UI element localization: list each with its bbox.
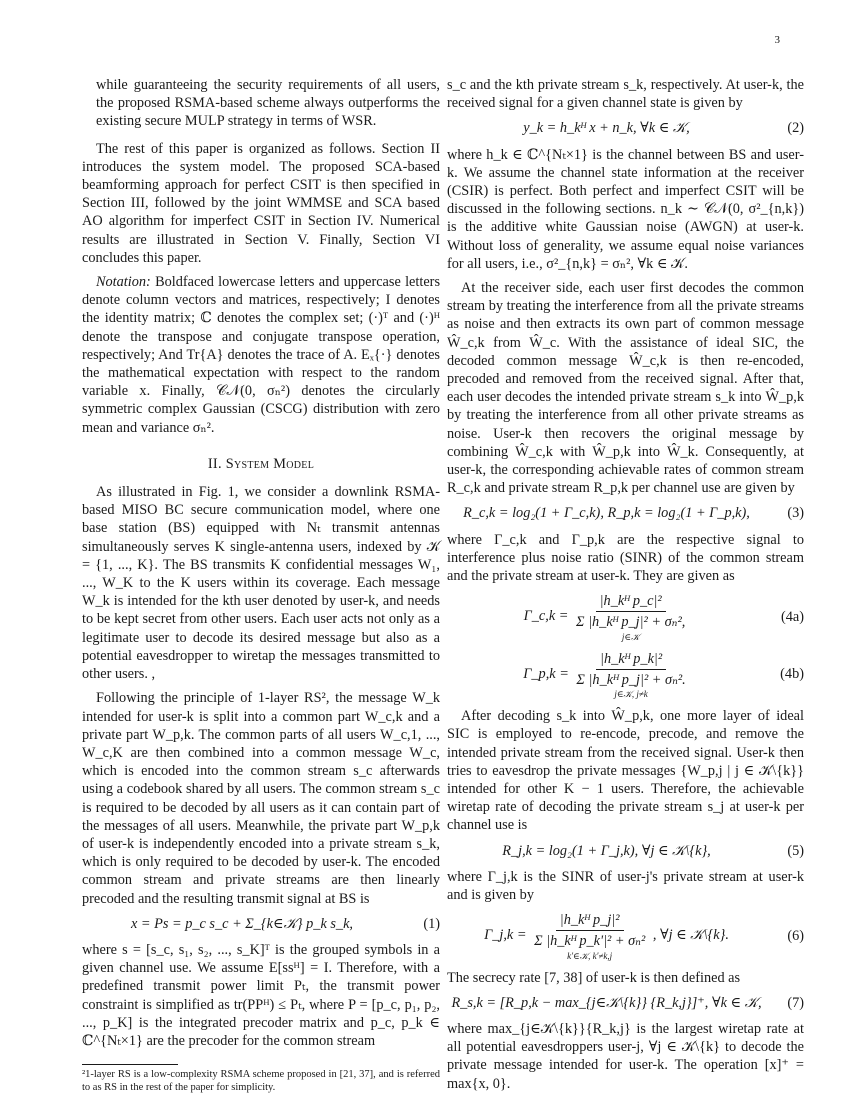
final-paragraph: where max_{j∈𝒦\{k}}{R_k,j} is the largest wiretap rate at all potential eavesdroppers user-j, ∀j ∈ 𝒦\{k} to decode the private message intended for user-k. The operation [x]⁺ = max{x, 0}. (447, 1020, 804, 1092)
equation-4b-denominator: Σ |h_kᴴ p_j|² + σₙ². (576, 671, 686, 688)
equation-3-body: R_c,k = log₂(1 + Γ_c,k), R_p,k = log₂(1 + Γ_p,k), (463, 505, 750, 522)
decoding-paragraph: After decoding s_k into Ŵ_p,k, one more layer of ideal SIC is employed to re-encode, precode, and remove the intended private stream from the received signal. User-k then tries to eavesdrop the private messages {W_p,j | j ∈ 𝒦\{k}} intended for other K − 1 users. Therefore, the achievable wiretap rate of decoding the private stream s_j at user-k per channel use is (447, 708, 804, 834)
equation-4a-fraction (572, 592, 689, 641)
equation-2-body: y_k = h_kᴴ x + n_k, ∀k ∈ 𝒦, (523, 120, 690, 137)
section-heading: II. System Model (207, 455, 315, 472)
equation-5 (447, 842, 804, 860)
equation-3-number: (3) (787, 505, 804, 522)
equation-5-number: (5) (787, 842, 804, 859)
page-number: 3 (774, 34, 780, 46)
equation-4b-fraction (572, 650, 689, 699)
system-model-paragraph-2: Following the principle of 1-layer RS², the message W_k intended for user-k is split into a common part W_c,k and a private part W_p,k. The common parts of all users W_c,1, ..., W_c,K are then combined into a common message W_c, which is encoded into the common stream s_c afterwards using a codebook shared by all users. The common stream s_c is required to be decoded by all users as it can contain part of the messages of all users. Meanwhile, the private part W_p,k of user-k is independently encoded into a private stream s_k, which is only required to be decoded by user-k. The encoded common stream and private streams are then linearly precoded and the resulting transmit signal at BS is (82, 690, 440, 907)
footnote-rule (82, 1064, 178, 1065)
equation-2 (447, 119, 804, 137)
equation-5-body: R_j,k = log₂(1 + Γ_j,k), ∀j ∈ 𝒦\{k}, (502, 842, 711, 859)
equation-7 (447, 994, 804, 1012)
equation-6-fraction (530, 911, 649, 960)
equation-3 (447, 504, 804, 522)
equation-4a-number: (4a) (780, 608, 804, 625)
equation-4b-numerator: |h_kᴴ p_k|² (596, 650, 666, 670)
equation-4b-sum-index: j∈𝒦, j≠k (614, 689, 648, 700)
equation-6-lhs: Γ_j,k = (484, 927, 527, 944)
equation-4a-denominator: Σ |h_kᴴ p_j|² + σₙ², (576, 614, 686, 631)
notation-text: Boldfaced lowercase letters and uppercase letters denote column vectors and matrices, respectively; I denotes the identity matrix; ℂ denotes the complex set; (·)ᵀ and (·)ᴴ denote the transpose and conjugate transpose operation, respectively; And Tr{A} denotes the trace of A. Eₓ{·} denotes the mathematical expectation with respect to the random variable x. Finally, 𝒞𝒩(0, σₙ²) denotes the circularly symmetric complex Gaussian (CSCG) distribution with zero mean and variance σₙ². (82, 274, 441, 436)
contribution-bullet-continuation: while guaranteeing the security requirements of all users, the proposed RSMA-based scheme always outperforms the existing secure MULP strategy in terms of WSR. (96, 77, 440, 130)
notation-label: Notation: (96, 274, 151, 291)
continuation-paragraph: s_c and the kth private stream s_k, respectively. At user-k, the received signal for a given channel state is given by (447, 77, 804, 112)
organization-paragraph: The rest of this paper is organized as follows. Section II introduces the system model. The proposed SCA-based beamforming approach for perfect CSIT is then specified in Section III, followed by the joint WMMSE and SCA based AO algorithm for imperfect CSIT in Section IV. Numerical results are illustrated in Section V. Finally, Section VI concludes this paper. (82, 140, 440, 266)
paragraph-after-eq3: where Γ_c,k and Γ_p,k are the respective signal to interference plus noise ratio (SINR) of the common stream and the private stream at user-k. They are given as (447, 531, 804, 585)
equation-2-number: (2) (787, 120, 804, 137)
equation-1 (82, 915, 440, 933)
equation-4b-number: (4b) (780, 666, 804, 683)
equation-6-sum-index: k'∈𝒦, k'≠k,j (567, 950, 613, 961)
equation-4a-lhs: Γ_c,k = (523, 608, 569, 625)
equation-6-numerator: |h_kᴴ p_j|² (556, 911, 624, 931)
notation-paragraph (82, 273, 440, 437)
paragraph-after-eq2: where h_k ∈ ℂ^{Nₜ×1} is the channel between BS and user-k. We assume the channel state information at the receiver (CSIR) is perfect. Both perfect and imperfect CSIT will be discussed in the following sections. n_k ∼ 𝒞𝒩(0, σ²_{n,k}) is the additive white Gaussian noise (AWGN) at user-k. Without loss of generality, we assume equal noise variances for all users, i.e., σ²_{n,k} = σₙ², ∀k ∈ 𝒦. (447, 146, 804, 272)
equation-4b-lhs: Γ_p,k = (523, 665, 569, 682)
equation-7-body: R_s,k = [R_p,k − max_{j∈𝒦\{k}} {R_k,j}]⁺, ∀k ∈ 𝒦, (451, 994, 762, 1011)
receiver-paragraph: At the receiver side, each user first decodes the common stream by treating the interference from all the private streams as noise and then extracts its own part of common message Ŵ_c,k from Ŵ_c. With the assistance of ideal SIC, the decoded common message Ŵ_c,k is then re-encoded, precoded and removed from the received signal. After that, each user decodes the intended private stream s_k into Ŵ_p,k by treating the interference from all other private streams as noise. User-k then recovers the original message by combining Ŵ_c,k with Ŵ_p,k into Ŵ_k. Consequently, at user-k, the corresponding achievable rates of common stream R_c,k and private stream R_p,k per channel use are given by (447, 280, 804, 497)
equation-4a-sum-index: j∈𝒦 (621, 631, 640, 642)
equation-6 (447, 911, 804, 960)
paragraph-after-eq1: where s = [s_c, s₁, s₂, ..., s_K]ᵀ is the grouped symbols in a given channel use. We assume E[ssᴴ] = I. Therefore, with a predefined transmit power limit Pₜ, the transmit power constraint is simplified as tr(PPᴴ) ≤ Pₜ, where P = [p_c, p₁, p₂, ..., p_K] is the integrated precoder matrix and p_c, p_k ∈ ℂ^{Nₜ×1} are the precoder for the common stream (82, 941, 440, 1049)
equation-7-number: (7) (787, 994, 804, 1011)
equation-6-tail: , ∀j ∈ 𝒦\{k}. (652, 927, 729, 944)
equation-1-body: x = Ps = p_c s_c + Σ_{k∈𝒦} p_k s_k, (130, 915, 354, 932)
equation-4b (447, 650, 804, 699)
equation-6-number: (6) (787, 927, 804, 944)
right-column (447, 76, 804, 1099)
left-column (82, 76, 440, 1094)
equation-6-denominator: Σ |h_kᴴ p_k'|² + σₙ² (534, 933, 646, 950)
equation-4a (447, 592, 804, 641)
footnote: ²1-layer RS is a low-complexity RSMA scheme proposed in [21, 37], and is referred to as RS in the rest of the paper for simplicity. (82, 1069, 440, 1093)
equation-1-number: (1) (423, 915, 440, 932)
system-model-paragraph-1: As illustrated in Fig. 1, we consider a downlink RSMA-based MISO BC secure communication model, where one base station (BS) equipped with Nₜ transmit antennas simultaneously serves K single-antenna users, indexed by 𝒦 = {1, ..., K}. The BS transmits K confidential messages W₁, ..., W_K to the K users within its coverage. Each message W_k is intended for the kth user denoted by user-k, and needs to be kept secret from other users. Each user acts not only as a legitimate user to decode its desired message but also as a potential eavesdropper to wiretap the messages transmitted to other users. , (82, 484, 440, 683)
paragraph-after-eq5: where Γ_j,k is the SINR of user-j's private stream at user-k and is given by (447, 868, 804, 903)
secrecy-paragraph: The secrecy rate [7, 38] of user-k is then defined as (447, 969, 741, 986)
equation-4a-numerator: |h_kᴴ p_c|² (596, 592, 666, 612)
